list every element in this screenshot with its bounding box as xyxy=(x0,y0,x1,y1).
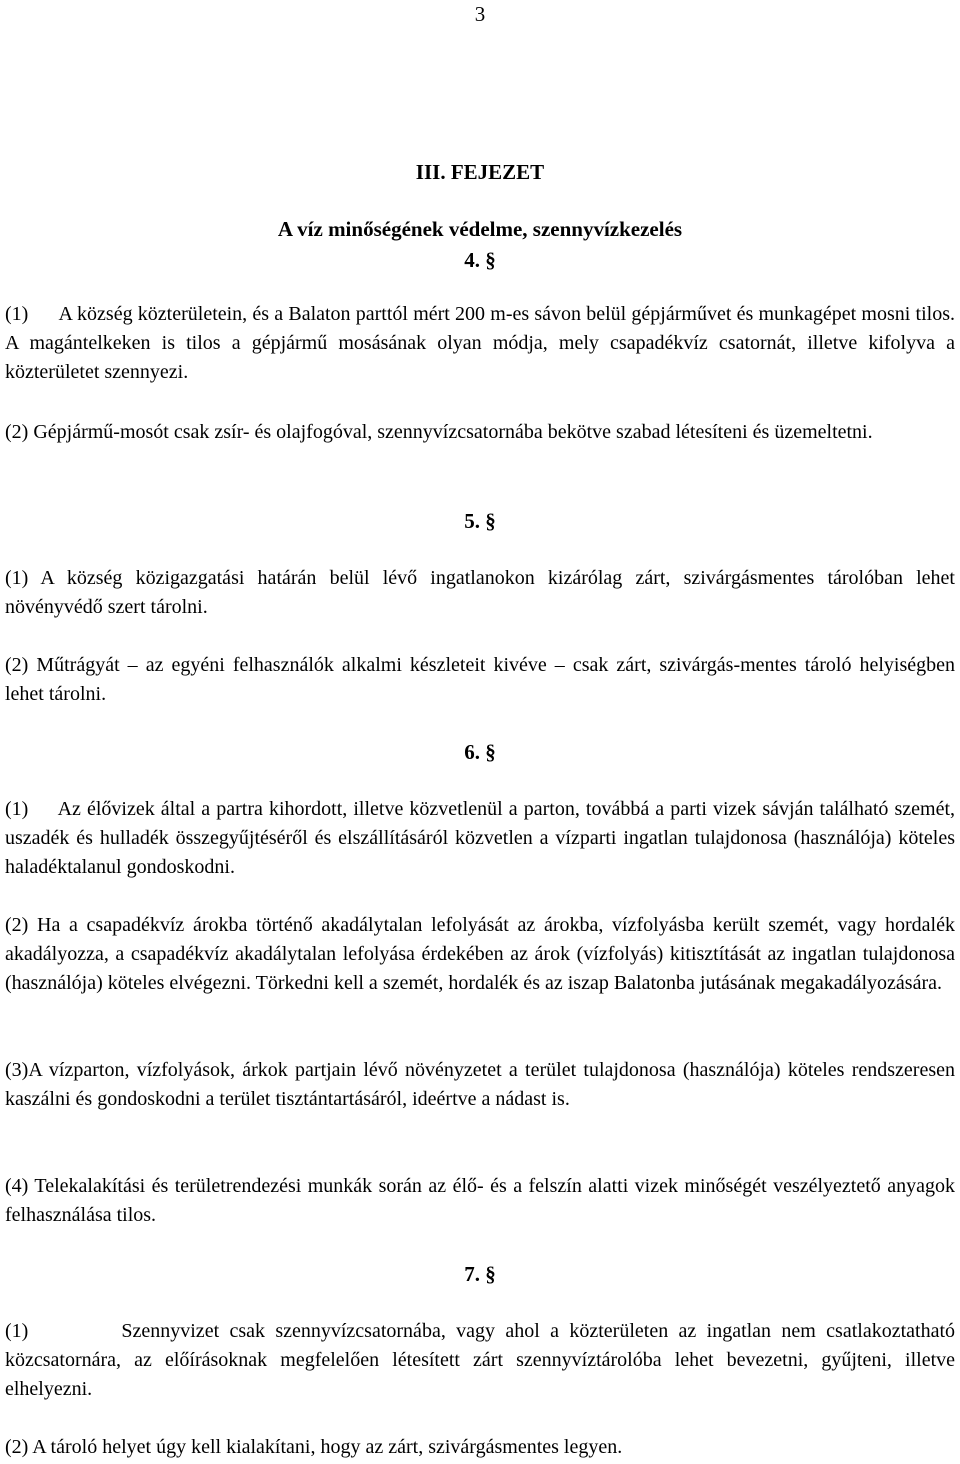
section-7-paragraph-2: (2) A tároló helyet úgy kell kialakítani, hogy az zárt, szivárgásmentes legyen. xyxy=(5,1436,623,1458)
section-5-paragraph-1: (1) A község közigazgatási határán belül lévő ingatlanokon kizárólag zárt, szivárgásmentes tárolóban lehet növényvédő szert tárolni. xyxy=(5,567,955,618)
section-5-paragraph-2: (2) Műtrágyát – az egyéni felhasználók alkalmi készleteit kivéve – csak zárt, szivárgás-mentes tároló helyiségben lehet tárolni. xyxy=(5,654,955,705)
section-6-paragraph-1: (1) Az élővizek által a partra kihordott, illetve közvetlenül a parton, továbbá a parti vizek sávján található szemét, uszadék és hulladék összegyűjtéséről és elszállításáról közvetlen a vízparti ingatlan tulajdonosa (használója) köteles haladéktalanul gondoskodni. xyxy=(5,798,955,878)
section-6-paragraph-2: (2) Ha a csapadékvíz árokba történő akadálytalan lefolyását az árokba, vízfolyásba került szemét, vagy hordalék akadályozza, a csapadékvíz akadálytalan lefolyása érdekében az árok (vízfolyás) kitisztítását az ingatlan tulajdonosa (használója) köteles elvégezni. Törkedni kell a szemét, hordalék és az iszap Balatonba jutásának megakadályozására. xyxy=(5,914,955,994)
chapter-title: III. FEJEZET xyxy=(415,160,545,184)
section-7-paragraph-1: (1) Szennyvizet csak szennyvízcsatornába, vagy ahol a közterületen az ingatlan nem csatlakoztatható közcsatornára, az előírásoknak megfelelően létesített zárt szennyvíztárolóba lehet bevezetni, gyűjteni, illetve elhelyezni. xyxy=(5,1320,955,1400)
section-heading-4: 4. § xyxy=(464,248,496,272)
section-heading-7: 7. § xyxy=(464,1262,496,1286)
section-heading-6: 6. § xyxy=(464,740,496,764)
page-number: 3 xyxy=(474,2,486,26)
section-4-paragraph-2: (2) Gépjármű-mosót csak zsír- és olajfogóval, szennyvízcsatornába bekötve szabad létesíteni és üzemeltetni. xyxy=(5,421,873,443)
section-6-paragraph-3: (3)A vízparton, vízfolyások, árkok partjain lévő növényzetet a terület tulajdonosa (használója) köteles rendszeresen kaszálni és gondoskodni a terület tisztántartásáról, ideértve a nádast is. xyxy=(5,1059,955,1110)
section-4-paragraph-1: (1) A község közterületein, és a Balaton parttól mért 200 m-es sávon belül gépjárművet és munkagépet mosni tilos. A magántelkeken is tilos a gépjármű mosásának olyan módja, mely csapadékvíz csatornát, illetve kifolyva a közterületet szennyezi. xyxy=(5,303,955,383)
chapter-subtitle: A víz minőségének védelme, szennyvízkezelés xyxy=(277,217,683,241)
section-heading-5: 5. § xyxy=(464,509,496,533)
section-6-paragraph-4: (4) Telekalakítási és területrendezési munkák során az élő- és a felszín alatti vizek minőségét veszélyeztető anyagok felhasználása tilos. xyxy=(5,1175,955,1226)
